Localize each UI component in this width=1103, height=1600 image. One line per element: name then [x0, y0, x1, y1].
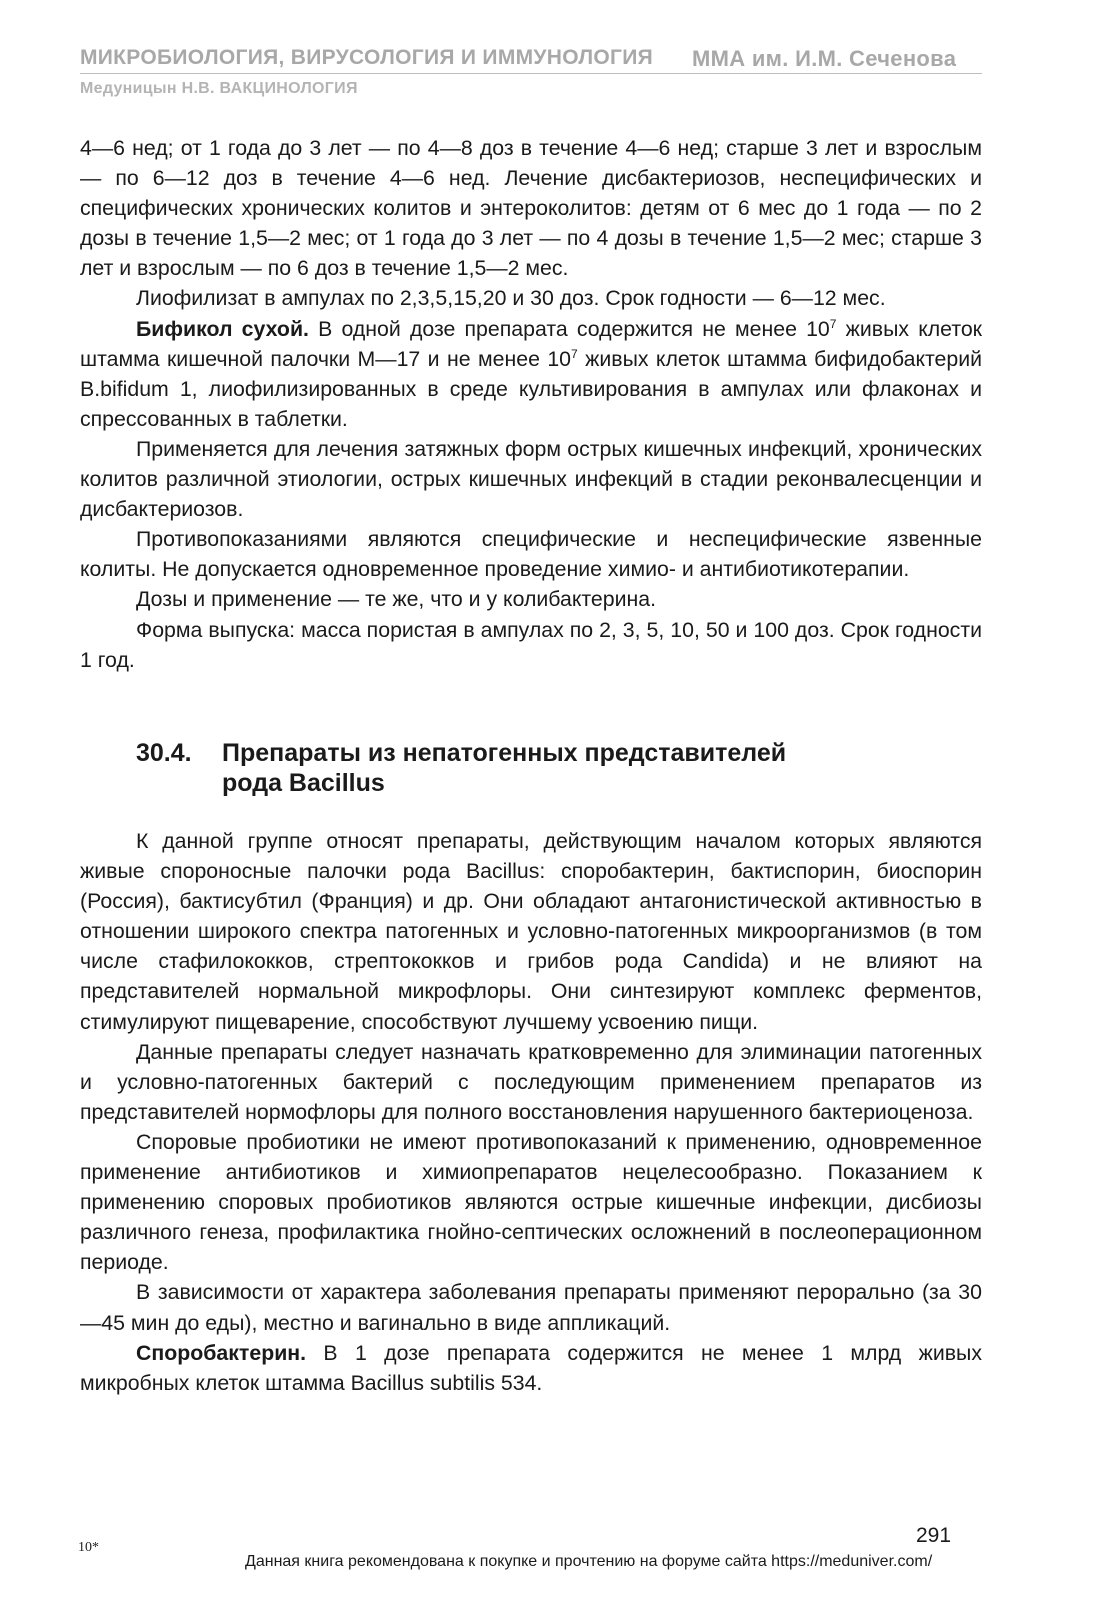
body-text-top [80, 133, 982, 675]
section-number: 30.4. [136, 739, 192, 767]
paragraph: Данные препараты следует назначать кратковременно для элиминации патогенных и условно-патогенных бактерий с последующим применением препаратов из представителей нормофлоры для полного восстановления нарушенного бактериоценоза. [80, 1039, 982, 1124]
header-left-title: МИКРОБИОЛОГИЯ, ВИРУСОЛОГИЯ И ИММУНОЛОГИЯ [80, 46, 654, 69]
page-number: 291 [916, 1524, 952, 1547]
section-title-line2: рода Bacillus [222, 769, 385, 797]
header-right-title: ММА им. И.М. Сеченова [692, 46, 957, 71]
bifikol-text-a: В одной дозе препарата содержится не менее 10 [308, 316, 830, 341]
header-rule [80, 73, 982, 74]
body-text-bottom [80, 826, 982, 1398]
paragraph: В зависимости от характера заболевания препараты применяют перорально (за 30—45 мин до еды), местно и вагинально в виде аппликаций. [80, 1280, 982, 1335]
paragraph: Споровые пробиотики не имеют противопоказаний к применению, одновременное применение антибиотиков и химиопрепаратов нецелесообразно. Показанием к применению споровых пробиотиков являются острые кишечные инфекции, дисбиозы различного генеза, профилактика гнойно-септических осложнений в послеоперационном периоде. [80, 1129, 982, 1275]
section-title-line1: Препараты из непатогенных представителей [222, 739, 787, 767]
section-heading [136, 738, 956, 798]
bifikol-paragraph [80, 314, 982, 434]
superscript: 7 [829, 316, 837, 331]
sporobakterin-paragraph [80, 1338, 982, 1398]
header-subtitle: Медуницын Н.В. ВАКЦИНОЛОГИЯ [80, 80, 358, 97]
signature-mark: 10* [78, 1540, 99, 1555]
sporobakterin-text: В 1 дозе препарата содержится не менее 1 млрд живых микробных клеток штамма Bacillus subtilis 534. [80, 1340, 982, 1395]
paragraph: Форма выпуска: масса пористая в ампулах по 2, 3, 5, 10, 50 и 100 доз. Срок годности 1 год. [80, 617, 982, 672]
bifikol-text-b: живых клеток штамма кишечной палочки М—17 и не менее 10 [80, 316, 982, 371]
paragraph: Дозы и применение — те же, что и у колибактерина. [136, 587, 657, 612]
superscript: 7 [571, 346, 578, 361]
paragraph: Противопоказаниями являются специфические и неспецифические язвенные колиты. Не допускается одновременное проведение химио- и антибиотикотерапии. [80, 527, 982, 582]
sporobakterin-term: Споробактерин. [136, 1340, 307, 1365]
paragraph: К данной группе относят препараты, действующим началом которых являются живые спороносные палочки рода Bacillus: споробактерин, бактиспорин, биоспорин (Россия), бактисубтил (Франция) и др. Они обладают антагонистической активностью в отношении широкого спектра патогенных и условно-патогенных микроорганизмов (в том числе стафилококков, стрептококков и грибов рода Candida) и не влияют на представителей нормальной микрофлоры. Они синтезируют комплекс ферментов, стимулируют пищеварение, способствуют лучшему усвоению пищи. [80, 829, 982, 1034]
paragraph: Лиофилизат в ампулах по 2,3,5,15,20 и 30 доз. Срок годности — 6—12 мес. [136, 286, 886, 311]
running-header [80, 46, 980, 70]
paragraph: Применяется для лечения затяжных форм острых кишечных инфекций, хронических колитов различной этиологии, острых кишечных инфекций в стадии реконвалесценции и дисбактериозов. [80, 436, 982, 522]
bifikol-term: Бификол сухой. [136, 316, 309, 341]
bifikol-text-c: живых клеток штамма бифидобактерий B.bifidum 1, лиофилизированных в среде культивирования в ампулах или флаконах и спрессованных в таблетки. [80, 346, 982, 431]
footer-note: Данная книга рекомендована к покупке и прочтению на форуме сайта https://meduniver.com/ [245, 1553, 933, 1570]
paragraph: 4—6 нед; от 1 года до 3 лет — по 4—8 доз в течение 4—6 нед; старше 3 лет и взрослым — по 6—12 доз в течение 4—6 нед. Лечение дисбактериозов, неспецифических и специфических хронических колитов и энтероколитов: детям от 6 мес до 1 года — по 2 дозы в течение 1,5—2 мес; от 1 года до 3 лет — по 4 дозы в течение 1,5—2 мес; старше 3 лет и взрослым — по 6 доз в течение 1,5—2 мес. [80, 136, 982, 281]
